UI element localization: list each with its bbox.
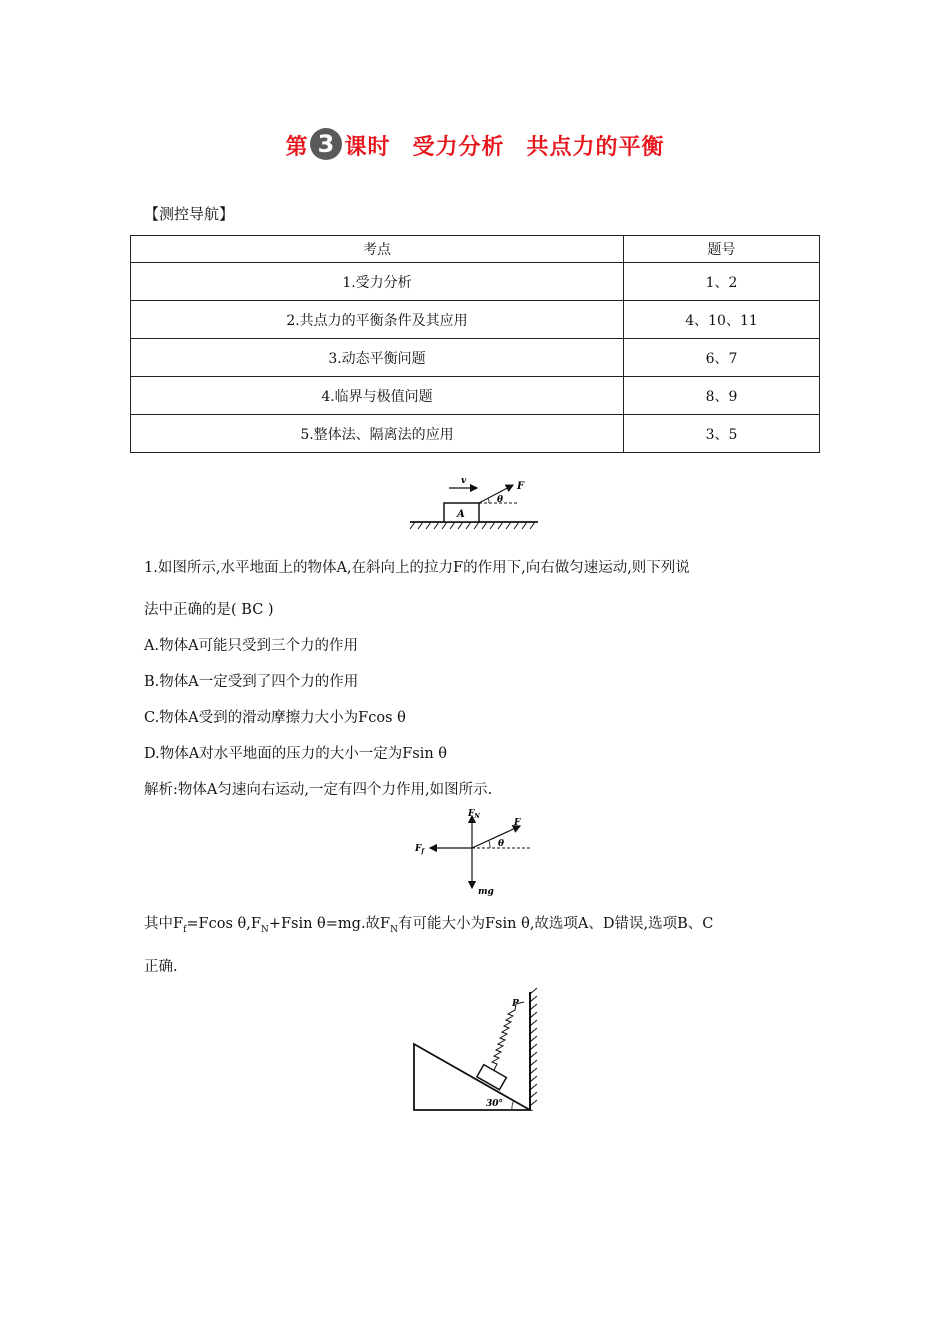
table-cell-number: 8、9 bbox=[624, 377, 820, 415]
theta-label: θ bbox=[498, 839, 505, 849]
topic-table bbox=[130, 235, 820, 453]
ground-hatch bbox=[410, 522, 535, 529]
table-row bbox=[131, 377, 820, 415]
figure-force-diagram bbox=[412, 806, 542, 900]
table-cell-topic: 5.整体法、隔离法的应用 bbox=[131, 415, 624, 453]
angle-label: 30° bbox=[486, 1099, 504, 1109]
angle-arc bbox=[488, 498, 489, 503]
table-header-number: 题号 bbox=[624, 236, 820, 263]
lesson-number-badge: 3 bbox=[310, 128, 342, 160]
pull-force-label: F bbox=[514, 818, 521, 828]
angle-arc bbox=[512, 1100, 514, 1110]
theta-label: θ bbox=[497, 495, 504, 505]
friction-label: $F_f$ bbox=[415, 844, 424, 855]
table-cell-topic: 1.受力分析 bbox=[131, 263, 624, 301]
block-label: A bbox=[457, 509, 465, 520]
table-cell-number: 3、5 bbox=[624, 415, 820, 453]
gravity-label: mg bbox=[478, 887, 494, 897]
question-1-stem-line1: 1.如图所示,水平地面上的物体A,在斜向上的拉力F的作用下,向右做匀速运动,则下列说 bbox=[144, 560, 690, 576]
table-cell-topic: 4.临界与极值问题 bbox=[131, 377, 624, 415]
title-prefix: 第 bbox=[285, 135, 309, 160]
analysis-equation-line1: 其中$F_f=Fcos$ $\theta,F_N+Fsin$ θ=mg.故$F_N$有可能大小为Fsin θ,故选项A、D错误,选项B、C bbox=[144, 916, 714, 935]
figure-incline-spring bbox=[408, 984, 548, 1114]
question-1-stem-line2: 法中正确的是( BC ) bbox=[144, 602, 274, 618]
force-arrow bbox=[479, 485, 513, 503]
analysis-text: 解析:物体A匀速向右运动,一定有四个力作用,如图所示. bbox=[144, 782, 493, 798]
page-title bbox=[0, 130, 950, 164]
option-d: D.物体A对水平地面的压力的大小一定为Fsin θ bbox=[144, 746, 448, 762]
table-header-topic: 考点 bbox=[131, 236, 624, 263]
figure-block-on-ground bbox=[405, 474, 545, 532]
option-c: C.物体A受到的滑动摩擦力大小为Fcos θ bbox=[144, 710, 406, 726]
table-header-row bbox=[131, 236, 820, 263]
title-suffix: 课时 bbox=[344, 135, 391, 160]
table-cell-number: 1、2 bbox=[624, 263, 820, 301]
section-label: 【测控导航】 bbox=[144, 205, 235, 223]
point-p-label: P bbox=[512, 999, 519, 1009]
spring bbox=[492, 1002, 524, 1070]
angle-arc bbox=[489, 841, 490, 848]
table-cell-topic: 3.动态平衡问题 bbox=[131, 339, 624, 377]
normal-force-label: $F_N$ bbox=[468, 809, 480, 820]
option-b: B.物体A一定受到了四个力的作用 bbox=[144, 674, 359, 690]
table-row bbox=[131, 301, 820, 339]
table-cell-number: 6、7 bbox=[624, 339, 820, 377]
pull-force-arrow bbox=[472, 826, 520, 848]
table-cell-number: 4、10、11 bbox=[624, 301, 820, 339]
table-cell-topic: 2.共点力的平衡条件及其应用 bbox=[131, 301, 624, 339]
table-row bbox=[131, 339, 820, 377]
table-row bbox=[131, 415, 820, 453]
wall-hatch bbox=[530, 988, 537, 1106]
analysis-equation-line2: 正确. bbox=[144, 959, 178, 975]
force-label: F bbox=[517, 481, 525, 492]
velocity-label: v bbox=[461, 476, 467, 486]
option-a: A.物体A可能只受到三个力的作用 bbox=[144, 638, 359, 654]
incline-triangle bbox=[414, 1044, 530, 1110]
table-row bbox=[131, 263, 820, 301]
slider-block bbox=[477, 1065, 507, 1090]
title-part2: 受力分析 bbox=[412, 135, 505, 160]
title-part3: 共点力的平衡 bbox=[526, 135, 665, 160]
